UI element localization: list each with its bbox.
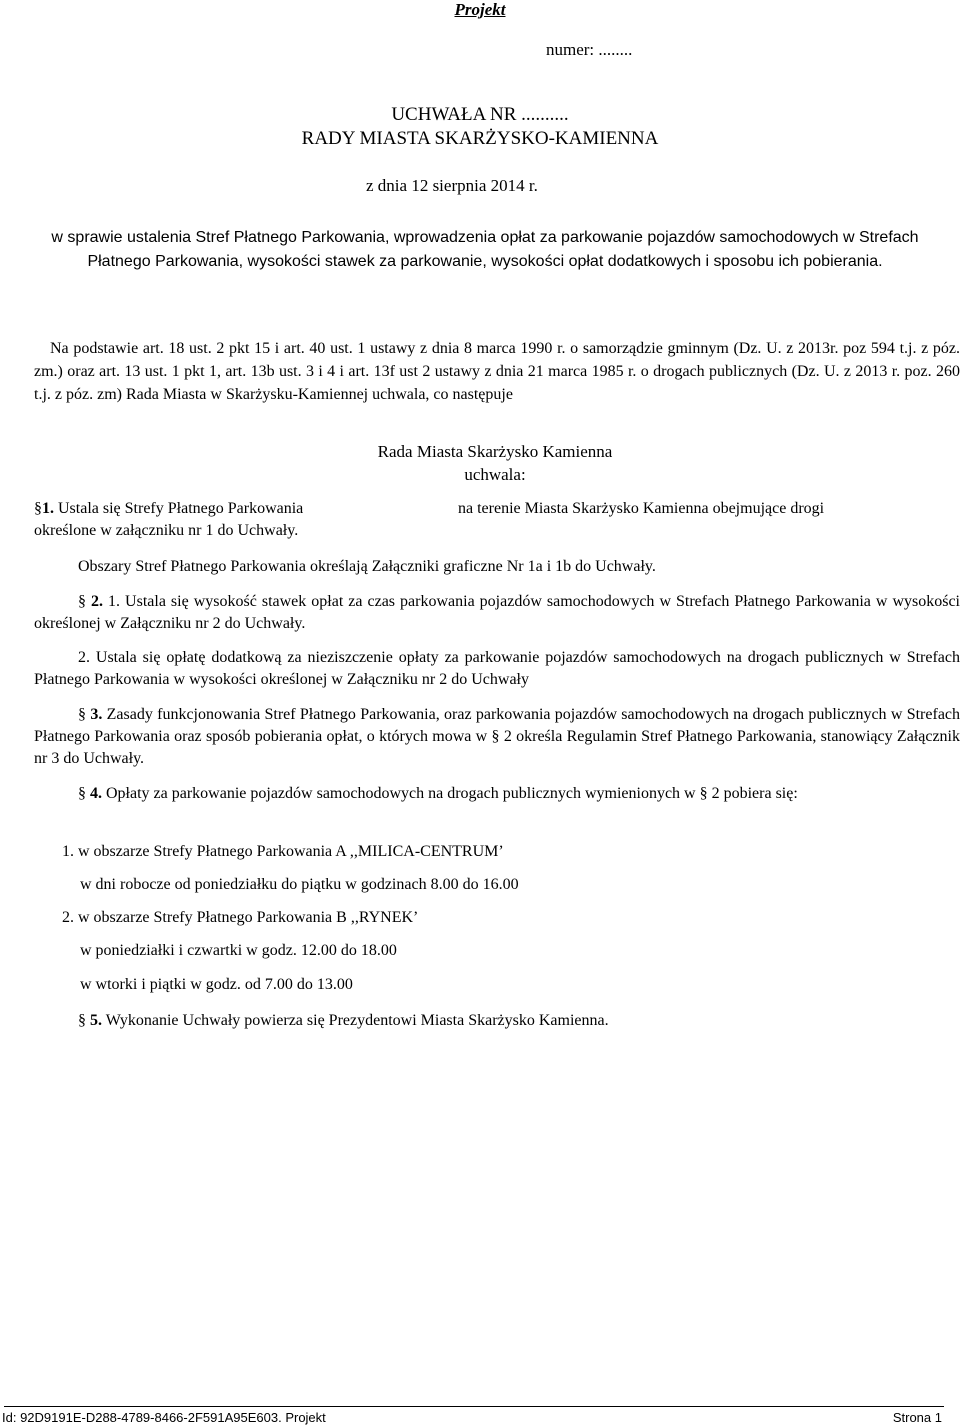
projekt-label: Projekt (454, 0, 506, 19)
paragraph-1-sub: Obszary Stref Płatnego Parkowania określają Załączniki graficzne Nr 1a i 1b do Uchwały. (78, 558, 656, 575)
paragraph-4 (34, 783, 960, 805)
paragraph-5-text: Wykonanie Uchwały powierza się Prezydentowi Miasta Skarżysko Kamienna. (105, 1012, 609, 1029)
section-symbol: § (34, 500, 42, 517)
paragraph-5-number: 5. (90, 1012, 102, 1029)
paragraph-3-text: Zasady funkcjonowania Stref Płatnego Parkowania, oraz parkowania pojazdów samochodowych na drogach publicznych w Strefach Płatnego Parkowania oraz sposób pobierania opłat, o których mowa w § 2 określa Regulamin Stref Płatnego Parkowania, stanowiący Załącznik nr 3 do Uchwały. (34, 706, 960, 767)
paragraph-4-text: Opłaty za parkowanie pojazdów samochodowych na drogach publicznych wymienionych w § 2 pobiera się: (106, 785, 798, 802)
paragraph-4-number: 4. (90, 785, 102, 802)
paragraph-2-1 (34, 591, 960, 635)
title-line-2: RADY MIASTA SKARŻYSKO-KAMIENNA (301, 128, 659, 149)
zone-b-hours-1: w poniedziałki i czwartki w godz. 12.00 do 18.00 (80, 942, 397, 959)
paragraph-5 (78, 1010, 609, 1032)
footer-document-id: Id: 92D9191E-D288-4789-8466-2F591A95E603. Projekt (2, 1410, 326, 1425)
council-name: Rada Miasta Skarżysko Kamienna (377, 442, 613, 461)
paragraph-1 (34, 498, 303, 520)
resolution-subject: w sprawie ustalenia Stref Płatnego Parkowania, wprowadzenia opłat za parkowanie pojazdów samochodowych w Strefach Płatnego Parkowania, wysokości stawek za parkowanie, wysokości opłat dodatkowych i sposobu ich pobierania. (51, 229, 919, 270)
zone-b-label: 2. w obszarze Strefy Płatnego Parkowania B ,,RYNEK’ (62, 909, 419, 926)
paragraph-2-number: 2. (91, 593, 104, 610)
legal-basis-text: Na podstawie art. 18 ust. 2 pkt 15 i art. 40 ust. 1 ustawy z dnia 8 marca 1990 r. o samorządzie gminnym (Dz. U. z 2013r. poz 594 t.j. z póz. zm.) oraz art. 13 ust. 1 pkt 1, art. 13b ust. 3 i 4 i art. 13f ust 2 ustawy z dnia 21 marca 1985 r. o drogach publicznych (Dz. U. z 2013 r. poz. 260 t.j. z póz. zm) Rada Miasta w Skarżysku-Kamiennej uchwala, co następuje (34, 340, 960, 403)
section-symbol: § (78, 1012, 86, 1029)
resolution-number: numer: ........ (546, 40, 633, 59)
section-symbol: § (78, 593, 86, 610)
paragraph-3 (34, 704, 960, 770)
zone-a-hours: w dni robocze od poniedziałku do piątku w godzinach 8.00 do 16.00 (80, 876, 519, 893)
paragraph-2-2-text: 2. Ustala się opłatę dodatkową za nieziszczenie opłaty za parkowanie pojazdów samochodowych na drogach publicznych w Strefach Płatnego Parkowania w wysokości określonej w Załączniku nr 2 do Uchwały (34, 649, 960, 688)
council-resolves: uchwala: (464, 465, 526, 484)
zone-b-hours-2: w wtorki i piątki w godz. od 7.00 do 13.00 (80, 976, 353, 993)
legal-basis (34, 337, 960, 406)
paragraph-2-2 (34, 647, 960, 691)
title-line-1: UCHWAŁA NR .......... (391, 104, 569, 125)
resolution-date: z dnia 12 sierpnia 2014 r. (366, 176, 538, 195)
paragraph-1-text-b: na terenie Miasta Skarżysko Kamienna obejmujące drogi (458, 500, 825, 517)
section-symbol: § (78, 706, 86, 723)
paragraph-3-number: 3. (90, 706, 103, 723)
paragraph-1-text-a: Ustala się Strefy Płatnego Parkowania (58, 500, 304, 517)
footer-divider (4, 1406, 944, 1407)
paragraph-2-1-text: 1. Ustala się wysokość stawek opłat za czas parkowania pojazdów samochodowych w Strefach Płatnego Parkowania w wysokości określonej w Załączniku nr 2 do Uchwały. (34, 593, 960, 632)
footer-page-number: Strona 1 (892, 1410, 942, 1425)
zone-a-label: 1. w obszarze Strefy Płatnego Parkowania A ,,MILICA-CENTRUM’ (62, 843, 504, 860)
paragraph-1-number: 1. (42, 500, 54, 517)
paragraph-1-text-c: określone w załączniku nr 1 do Uchwały. (34, 522, 299, 539)
section-symbol: § (78, 785, 86, 802)
